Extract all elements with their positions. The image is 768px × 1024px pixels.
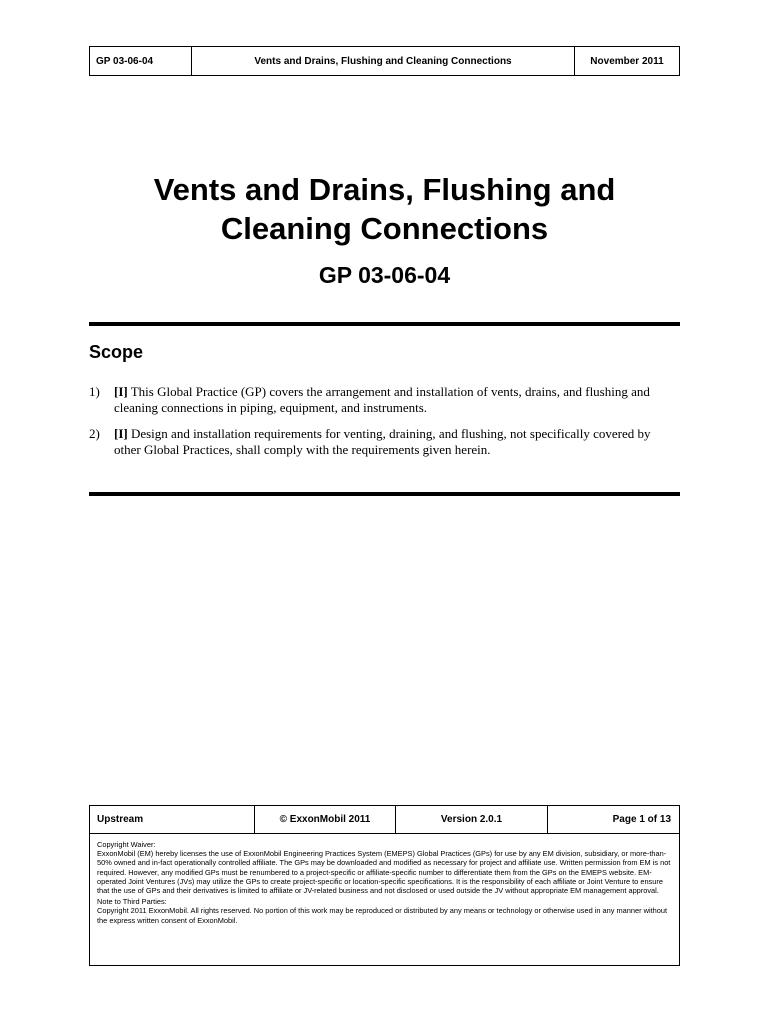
scope-item-number: 2) <box>89 426 100 441</box>
copyright-waiver-text: ExxonMobil (EM) hereby licenses the use of ExxonMobil Engineering Practices System (EMEPS) Global Practices (GPs) for use by any EM division, subsidiary, or more-than-50% owned and in-fact operationally controlled affiliate. The GPs may be downloaded and modified as necessary for project and affiliate use. Written permission from EM is not required. However, any modified GPs must be renumbered to a project-specific or affiliate-specific number to differentiate them from the GPs on the EMEPS website. EM-operated Joint Ventures (JVs) may utilize the GPs to create project-specific or location-specific specifications. It is the responsibility of each affiliate or Joint Venture to ensure that the use of GPs and their derivatives is limited to affiliate or JV-related business and not disclosed or used outside the JV without appropriate EM management approval. <box>97 849 671 896</box>
header-date: November 2011 <box>590 55 664 67</box>
title-line-1: Vents and Drains, Flushing and <box>153 172 616 207</box>
scope-item-tag: [I] <box>114 384 128 399</box>
scope-item <box>89 384 680 416</box>
scope-item-text: Design and installation requirements for venting, draining, and flushing, not specifically covered by other Global Practices, shall comply with the requirements given herein. <box>114 426 651 457</box>
document-title <box>89 170 680 248</box>
bottom-divider <box>89 492 680 496</box>
header-doc-id: GP 03-06-04 <box>90 47 192 75</box>
footer-copyright: © ExxonMobil 2011 <box>255 806 396 833</box>
scope-item-number: 1) <box>89 384 100 399</box>
third-parties-heading: Note to Third Parties: <box>97 897 167 907</box>
footer-table <box>89 805 680 834</box>
footer-version: Version 2.0.1 <box>396 806 548 833</box>
header-title: Vents and Drains, Flushing and Cleaning Connections <box>192 47 575 75</box>
document-number: GP 03-06-04 <box>318 262 451 288</box>
scope-list <box>89 384 680 468</box>
legal-notice <box>89 834 680 966</box>
scope-item-tag: [I] <box>114 426 128 441</box>
title-line-2: Cleaning Connections <box>220 211 549 246</box>
scope-heading: Scope <box>89 342 144 362</box>
third-parties-text: Copyright 2011 ExxonMobil. All rights reserved. No portion of this work may be reproduced or distributed by any means or technology or otherwise used in any manner without the express written consent of ExxonMobil. <box>97 906 668 925</box>
top-divider <box>89 322 680 326</box>
footer-segment: Upstream <box>90 806 255 833</box>
scope-item-text: This Global Practice (GP) covers the arrangement and installation of vents, drains, and flushing and cleaning connections in piping, equipment, and instruments. <box>114 384 650 415</box>
footer-page-number: Page 1 of 13 <box>612 814 671 825</box>
scope-item <box>89 426 680 458</box>
copyright-waiver-heading: Copyright Waiver: <box>97 840 156 849</box>
header-table <box>89 46 680 76</box>
